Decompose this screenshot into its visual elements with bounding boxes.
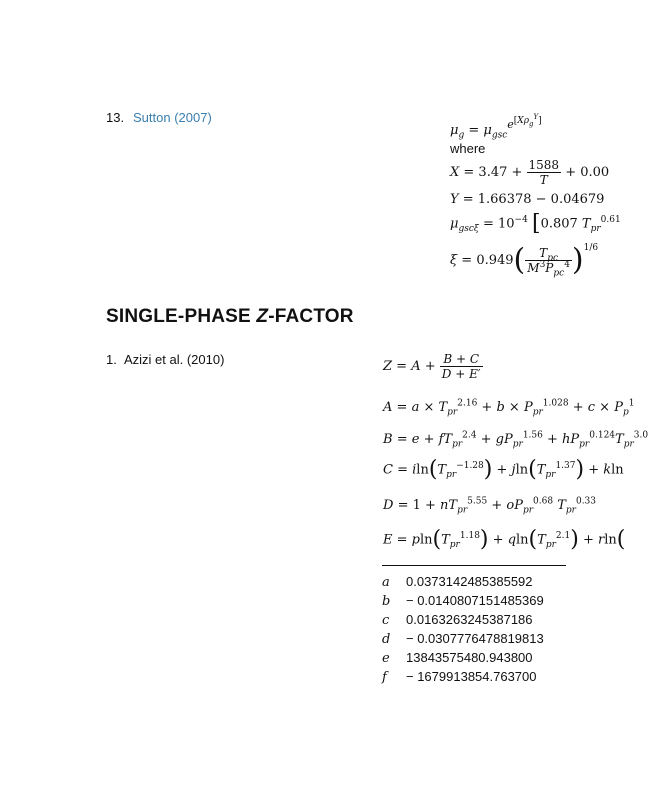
- sutton-xi-equation: ξ = 0.949( $\frac{T_{pc}}{M^3P_{pc}^4}$ )$^{1/6}$: [450, 242, 599, 279]
- coefficient-row: [382, 592, 544, 611]
- coefficient-letter: b: [382, 594, 391, 609]
- sutton-x-equation: X = 3.47 + $\frac{1588}{T}$ + 0.00: [450, 158, 610, 187]
- azizi-citation: Azizi et al. (2010): [124, 352, 225, 367]
- coefficient-row: [382, 668, 544, 687]
- coefficient-row: [382, 611, 544, 630]
- coefficient-value: − 0.0140807151485369: [406, 593, 544, 608]
- coefficient-letter: c: [382, 613, 390, 628]
- section-heading: SINGLE-PHASE Z-FACTOR: [106, 306, 354, 327]
- azizi-z-equation: Z = A + $\frac{B + C}{D + E'}$: [383, 352, 481, 381]
- coefficient-value: 0.0373142485385592: [406, 574, 533, 589]
- azizi-a-equation: $A = a \times T_{pr}^{2.16} + b \times P_{pr}^{1.028} + c \times P_p^1$: [383, 398, 635, 418]
- coefficient-table: [382, 573, 544, 687]
- azizi-d-equation: $D = 1 + nT_{pr}^{5.55} + oP_{pr}^{0.68}$ $T_{pr}^{0.33}$: [383, 496, 597, 516]
- coefficient-letter: f: [382, 670, 387, 685]
- coefficient-value: 0.0163263245387186: [406, 612, 533, 627]
- coefficient-value: 13843575480.943800: [406, 650, 533, 665]
- azizi-item-number: 1.: [106, 352, 117, 367]
- coefficient-value: − 0.0307776478819813: [406, 631, 544, 646]
- coefficient-row: [382, 630, 544, 649]
- sutton-where-label: where: [450, 141, 486, 156]
- sutton-item-number: 13.: [106, 110, 125, 125]
- coefficient-table-rule: [382, 565, 566, 566]
- azizi-e-equation: $E = pln(T_{pr}^{1.18}) + qln(T_{pr}^{2.1}) + rln$(: [383, 527, 626, 552]
- sutton-mu-gsc-equation: $\mu_{gsc\xi} = 10^{-4}$ [0.807 $T_{pr}^{0.61}$: [450, 211, 621, 236]
- sutton-y-equation: Y = 1.66378 − 0.04679: [450, 192, 605, 207]
- coefficient-value: − 1679913854.763700: [406, 669, 537, 684]
- azizi-b-equation: $B = e + fT_{pr}^{2.4} + gP_{pr}^{1.56} + hP_{pr}^{0.124}T_{pr}^{3.0}$: [383, 430, 648, 450]
- coefficient-row: [382, 573, 544, 592]
- coefficient-letter: e: [382, 651, 390, 666]
- azizi-c-equation: $C = iln(T_{pr}^{-1.28}) + jln(T_{pr}^{1.37}) + kln$: [383, 457, 624, 482]
- coefficient-letter: a: [382, 575, 390, 590]
- coefficient-row: [382, 649, 544, 668]
- coefficient-letter: d: [382, 632, 391, 647]
- sutton-citation-link[interactable]: Sutton (2007): [133, 110, 212, 125]
- sutton-mu-g-equation: $\mu_g = \mu_{gsc}^{e^{[X\rho_g^Y]}}$: [450, 113, 542, 141]
